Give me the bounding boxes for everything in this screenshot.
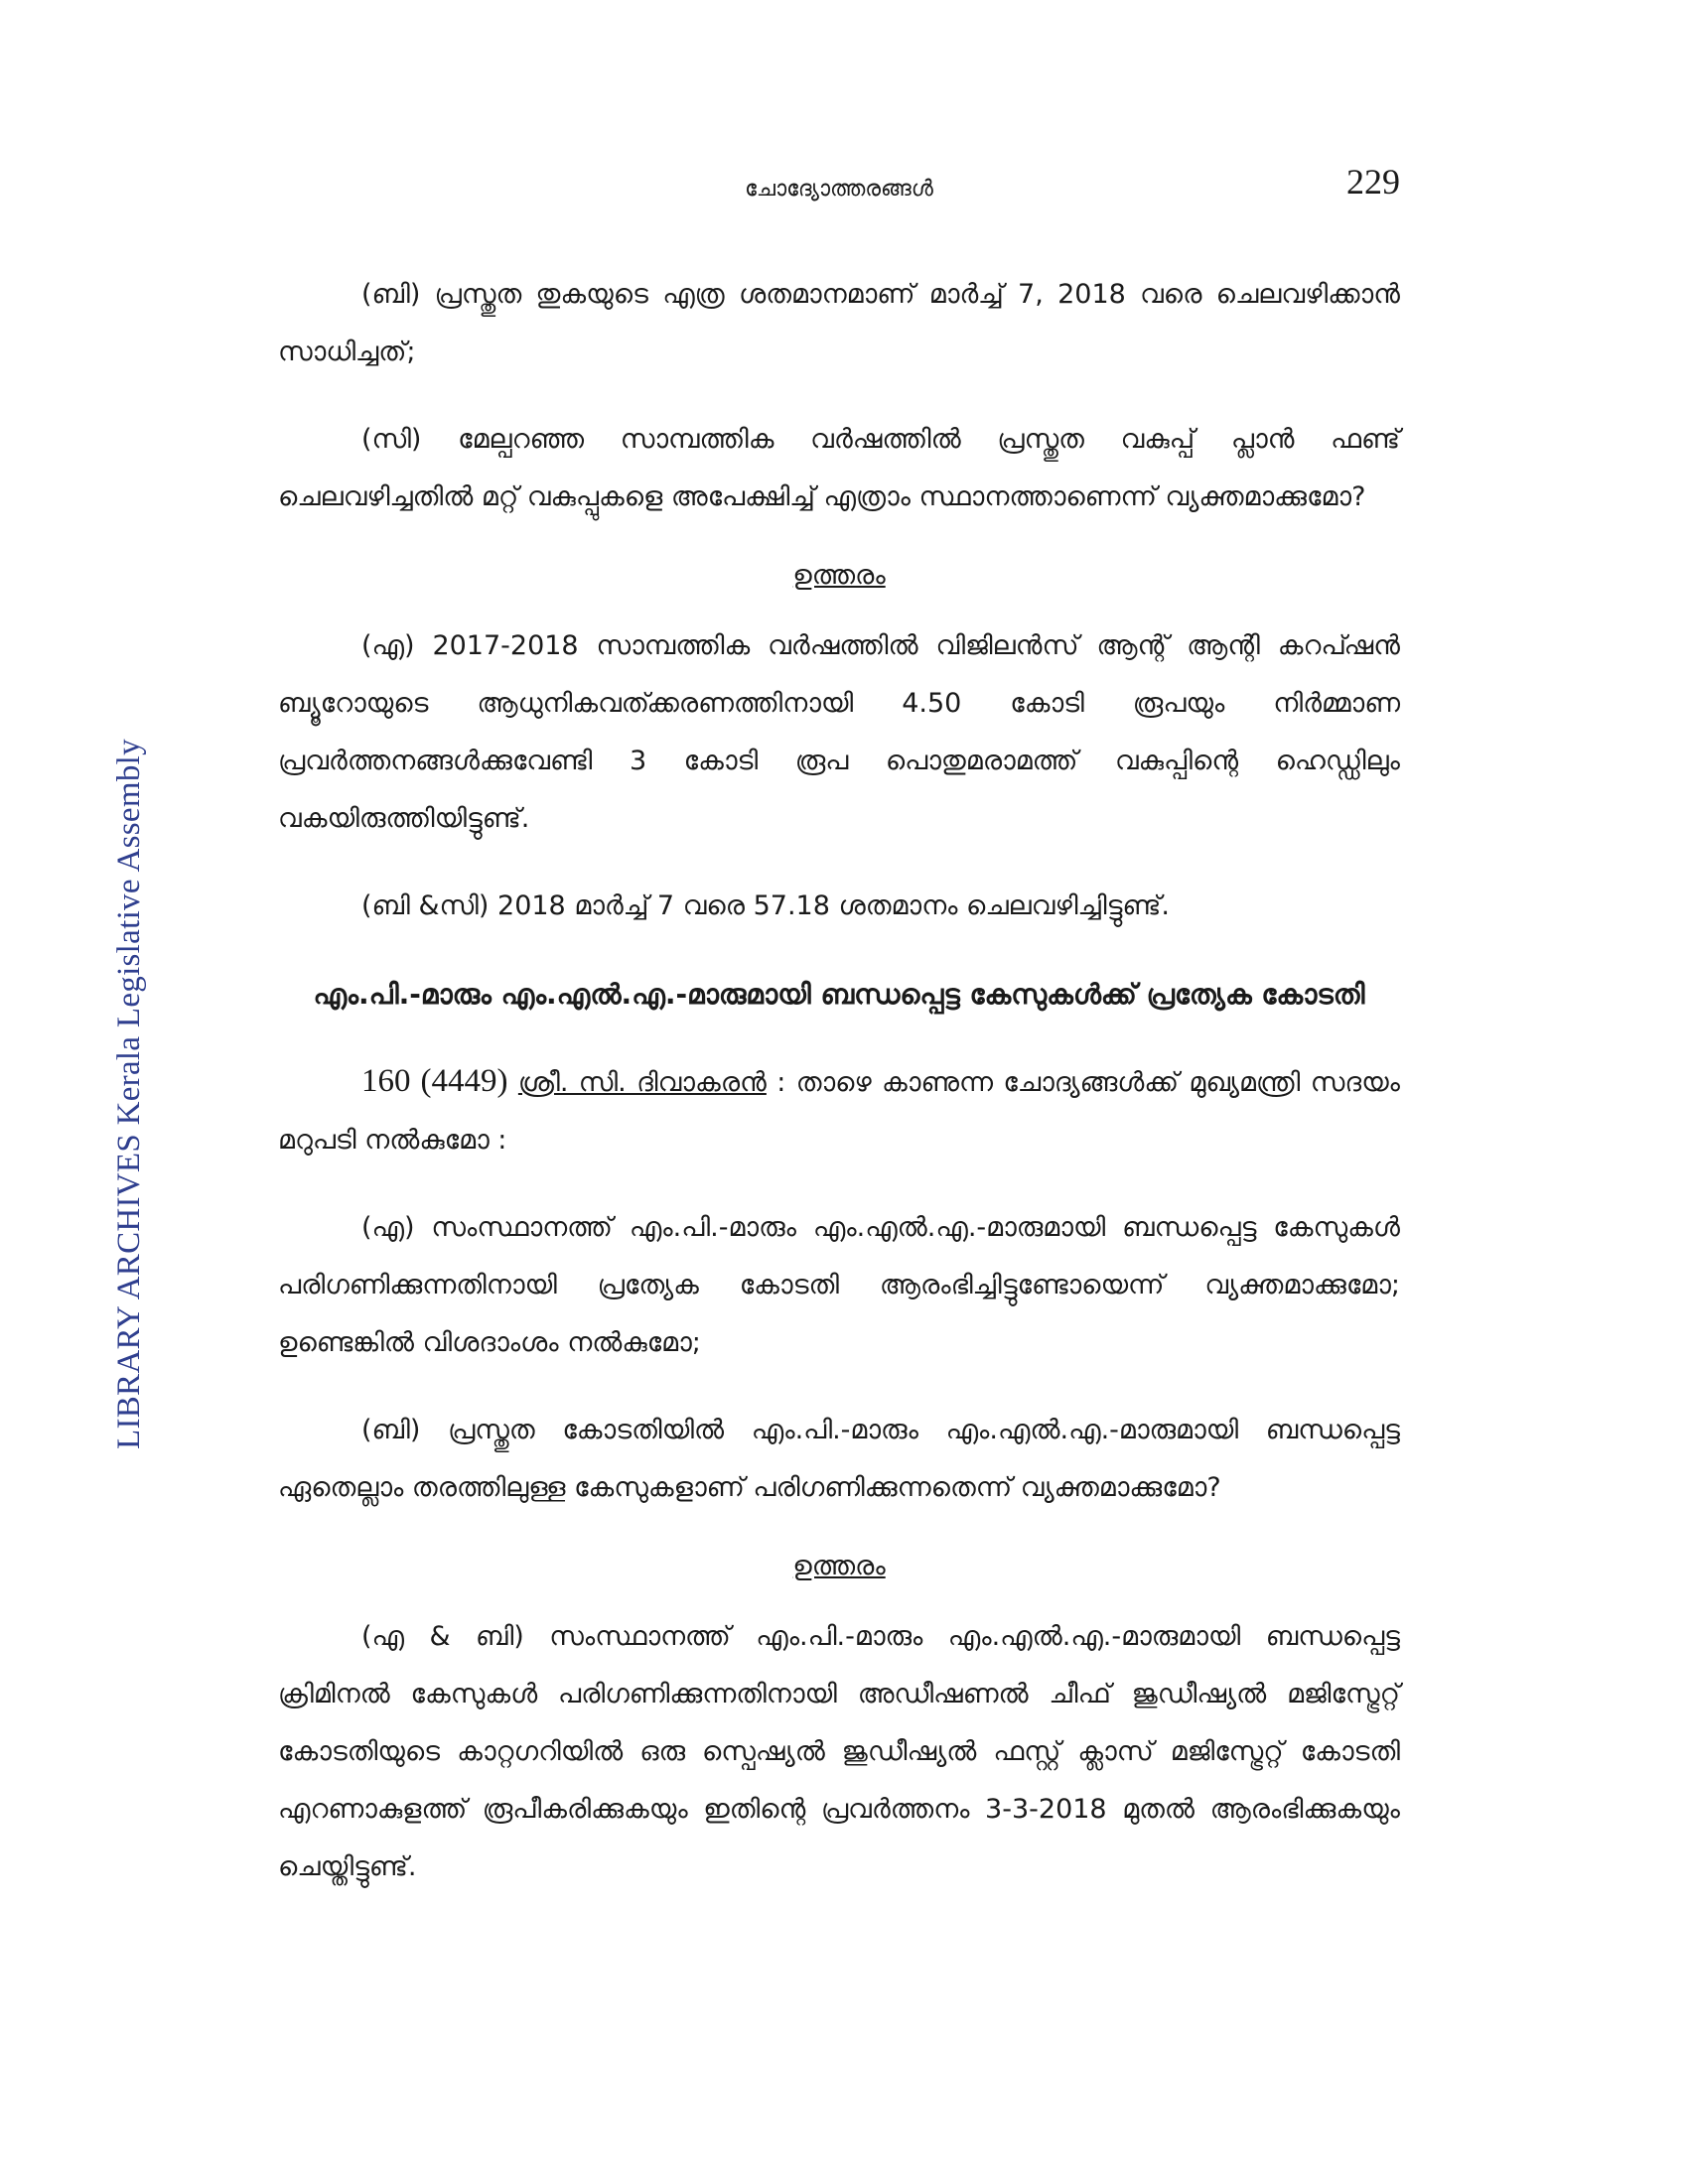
answer-159-part-bc: (ബി &സി) 2018 മാർച്ച് 7 വരെ 57.18 ശതമാനം ചെലവഴിച്ചിട്ടുണ്ട്. xyxy=(361,890,1170,921)
answer-160-part-ab: (എ & ബി) സംസ്ഥാനത്ത് എം.പി.-മാരും എം.എൽ.എ.-മാരുമായി ബന്ധപ്പെട്ട ക്രിമിനൽ കേസുകൾ പരിഗണിക്കുന്നതിനായി അഡീഷണൽ ചീഫ് ജുഡീഷ്യൽ മജിസ്ട്രേറ്റ് കോടതിയുടെ കാറ്റഗറിയിൽ ഒരു സ്പെഷ്യൽ ജുഡീഷ്യൽ ഫസ്റ്റ് ക്ലാസ് മജിസ്ട്രേറ്റ് കോടതി എറണാകുളത്ത് രൂപീകരിക്കുകയും ഇതിന്റെ പ്രവർത്തനം 3-3-2018 മുതൽ ആരംഭിക്കുകയും ചെയ്തിട്ടുണ്ട്. xyxy=(278,1621,1400,1882)
running-title: ചോദ്യോത്തരങ്ങൾ xyxy=(745,177,933,202)
question-160-number: 160 (4449) xyxy=(361,1063,508,1099)
page-number: 229 xyxy=(1346,162,1400,202)
question-159-part-b: (ബി) പ്രസ്തുത തുകയുടെ എത്ര ശതമാനമാണ് മാർച്ച് 7, 2018 വരെ ചെലവഴിക്കാൻ സാധിച്ചത്; xyxy=(278,279,1400,367)
page-header xyxy=(278,161,1400,220)
page-body xyxy=(278,266,1400,1926)
question-160-part-b: (ബി) പ്രസ്തുത കോടതിയിൽ എം.പി.-മാരും എം.എൽ.എ.-മാരുമായി ബന്ധപ്പെട്ട ഏതെല്ലാം തരത്തിലുള്ള കേസുകളാണ് പരിഗണിക്കുന്നതെന്ന് വ്യക്തമാക്കുമോ? xyxy=(278,1415,1400,1503)
question-159-part-c: (സി) മേല്പറഞ്ഞ സാമ്പത്തിക വർഷത്തിൽ പ്രസ്തുത വകുപ്പ് പ്ലാൻ ഫണ്ട് ചെലവഴിച്ചതിൽ മറ്റ് വകുപ്പുകളെ അപേക്ഷിച്ച് എത്രാം സ്ഥാനത്താണെന്ന് വ്യക്തമാക്കുമോ? xyxy=(278,424,1400,512)
answer-heading-160: ഉത്തരം xyxy=(792,1551,886,1581)
answer-heading-159: ഉത്തരം xyxy=(792,560,886,591)
question-160-member: ശ്രീ. സി. ദിവാകരൻ xyxy=(517,1067,767,1098)
answer-159-part-a: (എ) 2017-2018 സാമ്പത്തിക വർഷത്തിൽ വിജിലൻസ് ആന്റ് ആന്റി കറപ്ഷൻ ബ്യൂറോയുടെ ആധുനികവത്ക്കരണത്തിനായി 4.50 കോടി രൂപയും നിർമ്മാണ പ്രവർത്തനങ്ങൾക്കുവേണ്ടി 3 കോടി രൂപ പൊതുമരാമത്ത് വകുപ്പിന്റെ ഹെഡ്ഡിലും വകയിരുത്തിയിട്ടുണ്ട്. xyxy=(278,630,1400,834)
question-160-title: എം.പി.-മാരും എം.എൽ.എ.-മാരുമായി ബന്ധപ്പെട്ട കേസുകൾക്ക് പ്രത്യേക കോടതി xyxy=(313,978,1365,1011)
question-160-part-a: (എ) സംസ്ഥാനത്ത് എം.പി.-മാരും എം.എൽ.എ.-മാരുമായി ബന്ധപ്പെട്ട കേസുകൾ പരിഗണിക്കുന്നതിനായി പ്രത്യേക കോടതി ആരംഭിച്ചിട്ടുണ്ടോയെന്ന് വ്യക്തമാക്കുമോ; ഉണ്ടെങ്കിൽ വിശദാംശം നൽകുമോ; xyxy=(278,1212,1400,1358)
question-160-intro-text: : താഴെ കാണുന്ന ചോദ്യങ്ങൾക്ക് മുഖ്യമന്ത്രി സദയം മറുപടി നൽകുമോ : xyxy=(278,1067,1400,1156)
archive-watermark: LIBRARY ARCHIVES Kerala Legislative Assembly xyxy=(111,739,147,1449)
question-160-intro xyxy=(278,1052,1400,1169)
